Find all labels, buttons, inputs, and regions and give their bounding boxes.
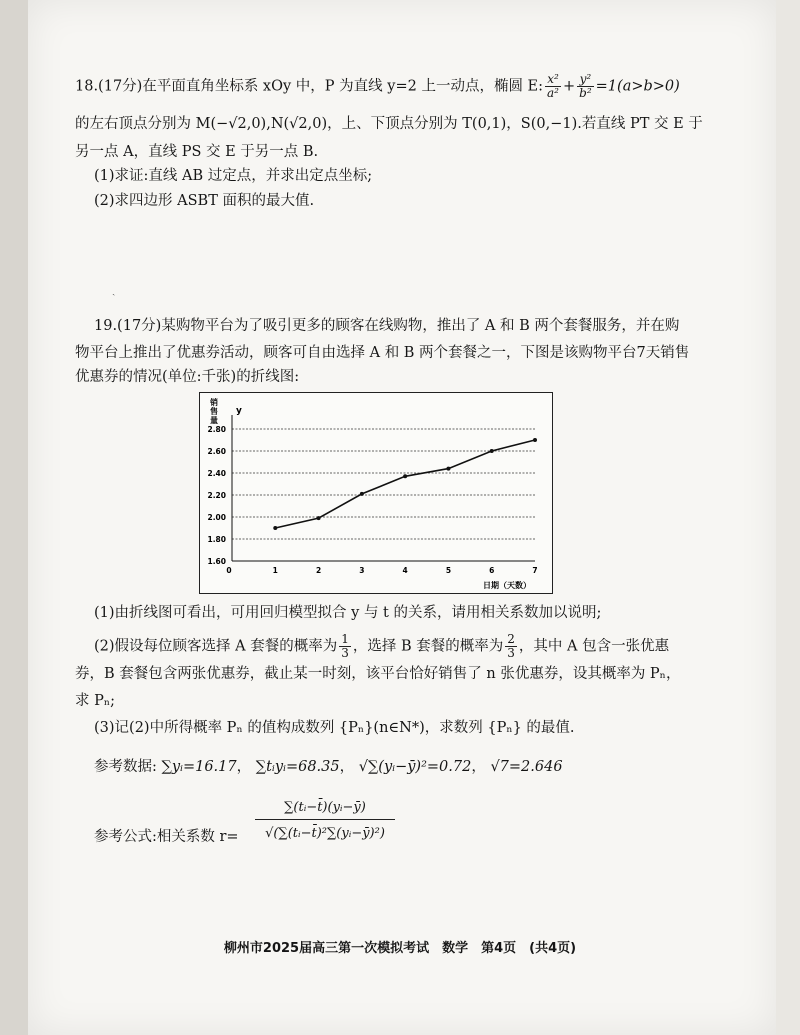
ref-data-label: 参考数据: <box>94 759 157 775</box>
y-tick-label: 2.80 <box>207 425 226 434</box>
x-tick-label: 0 <box>226 566 232 575</box>
q19-part2b: ，选择 B 套餐的概率为 <box>352 638 504 655</box>
data-point <box>360 492 364 496</box>
q19-part2-line1 <box>94 633 669 660</box>
q18-line3: 另一点 A，直线 PS 交 E 于另一点 B. <box>75 144 319 160</box>
reference-data: 参考数据: ∑yᵢ=16.17， ∑tᵢyᵢ=68.35， √∑(yᵢ−ȳ)²=0.72， √7=2.646 <box>94 759 563 775</box>
q18-line2: 的左右顶点分别为 M(−√2,0),N(√2,0)，上、下顶点分别为 T(0,1)，S(0,−1).若直线 PT 交 E 于 <box>75 116 703 132</box>
prob-a-fraction <box>339 633 351 660</box>
ref-formula-label: 参考公式:相关系数 r= <box>94 829 239 845</box>
page-binding-margin <box>0 0 28 1035</box>
ellipse-tail: =1(a>b>0) <box>595 78 680 95</box>
q19-part2-line3: 求 Pₙ; <box>75 693 116 709</box>
y-axis-label-char: 量 <box>210 416 218 425</box>
line-chart <box>200 393 552 593</box>
ellipse-y-term: $\frac{\text{y²}}{\text{b²}}$ <box>579 72 592 100</box>
stray-mark: ˎ <box>112 285 116 296</box>
q18-line1: 18.(17分)在平面直角坐标系 xOy 中，P 为直线 y=2 上一动点，椭圆 E: $\frac{\text{x²}}{\text{a²}}$ + $\frac{\text{y²}}{\text{b²}}$ =1(a>b>0) <box>75 72 680 100</box>
ref-data-sqrt-var: √∑(yᵢ−ȳ)²=0.72 <box>358 759 472 775</box>
ellipse-x-term: $\frac{\text{x²}}{\text{a²}}$ <box>547 72 559 100</box>
data-point <box>446 467 450 471</box>
prob-b-num: 2 <box>507 632 515 646</box>
y-axis-symbol: y <box>236 406 242 416</box>
line-chart-frame <box>199 392 553 594</box>
x-tick-label: 7 <box>532 566 538 575</box>
data-point <box>490 449 494 453</box>
q19-line3: 优惠券的情况(单位:千张)的折线图: <box>75 369 300 385</box>
x-tick-label: 5 <box>445 566 452 575</box>
data-point <box>403 474 407 478</box>
x-tick-label: 2 <box>315 566 322 575</box>
y-tick-label: 2.00 <box>207 513 226 522</box>
page-footer: 柳州市2025届高三第一次模拟考试 数学 第4页 (共4页) <box>223 941 577 956</box>
y-axis-label-char: 销 <box>210 398 218 407</box>
q18-line1-text: 18.(17分)在平面直角坐标系 xOy 中，P 为直线 y=2 上一动点，椭圆 E: <box>75 78 544 95</box>
data-point <box>533 438 537 442</box>
y-tick-label: 1.80 <box>207 535 226 544</box>
prob-a-den: 3 <box>341 646 349 660</box>
prob-b-fraction <box>505 633 517 660</box>
y-tick-label: 2.60 <box>207 447 226 456</box>
ref-data-sum-ty: ∑tᵢyᵢ=68.35 <box>255 759 340 775</box>
y-tick-label: 2.20 <box>207 491 226 500</box>
prob-a-num: 1 <box>341 632 349 646</box>
prob-b-den: 3 <box>507 646 515 660</box>
y-axis-label-char: 售 <box>210 407 218 416</box>
data-point <box>273 526 277 530</box>
y-tick-label: 1.60 <box>207 557 226 566</box>
q19-part3: (3)记(2)中所得概率 Pₙ 的值构成数列 {Pₙ}(n∈N*)，求数列 {Pₙ} 的最值. <box>94 720 575 736</box>
series-line <box>275 440 535 528</box>
x-tick-label: 1 <box>272 566 278 575</box>
formula-denominator: √(∑(tᵢ−t̄)²∑(yᵢ−ȳ)²) <box>265 826 385 841</box>
correlation-formula <box>255 800 395 841</box>
q19-part2c: ，其中 A 包含一张优惠 <box>518 638 670 655</box>
q19-part2a: (2)假设每位顾客选择 A 套餐的概率为 <box>94 638 338 655</box>
q19-line1: 19.(17分)某购物平台为了吸引更多的顾客在线购物，推出了 A 和 B 两个套餐服务，并在购 <box>94 318 680 334</box>
q19-line2: 物平台上推出了优惠券活动，顾客可自由选择 A 和 B 两个套餐之一，下图是该购物平台7天销售 <box>75 345 690 361</box>
y-tick-label: 2.40 <box>207 469 226 478</box>
x-tick-label: 6 <box>489 566 495 575</box>
ref-data-sqrt7: √7=2.646 <box>490 759 563 775</box>
ref-data-sum-y: ∑yᵢ=16.17 <box>161 759 237 775</box>
x-tick-label: 3 <box>359 566 365 575</box>
x-tick-label: 4 <box>402 566 408 575</box>
q19-part1: (1)由折线图可看出，可用回归模型拟合 y 与 t 的关系，请用相关系数加以说明; <box>94 605 602 621</box>
formula-numerator: ∑(tᵢ−t̄)(yᵢ−ȳ) <box>255 800 395 820</box>
q18-part1: (1)求证:直线 AB 过定点，并求出定点坐标; <box>94 168 373 184</box>
data-point <box>317 516 321 520</box>
x-axis-label: 日期（天数） <box>483 581 531 590</box>
q19-part2-line2: 券，B 套餐包含两张优惠券，截止某一时刻，该平台恰好销售了 n 张优惠券，设其概率为 Pₙ， <box>75 666 681 682</box>
q18-part2: (2)求四边形 ASBT 面积的最大值. <box>94 193 315 209</box>
